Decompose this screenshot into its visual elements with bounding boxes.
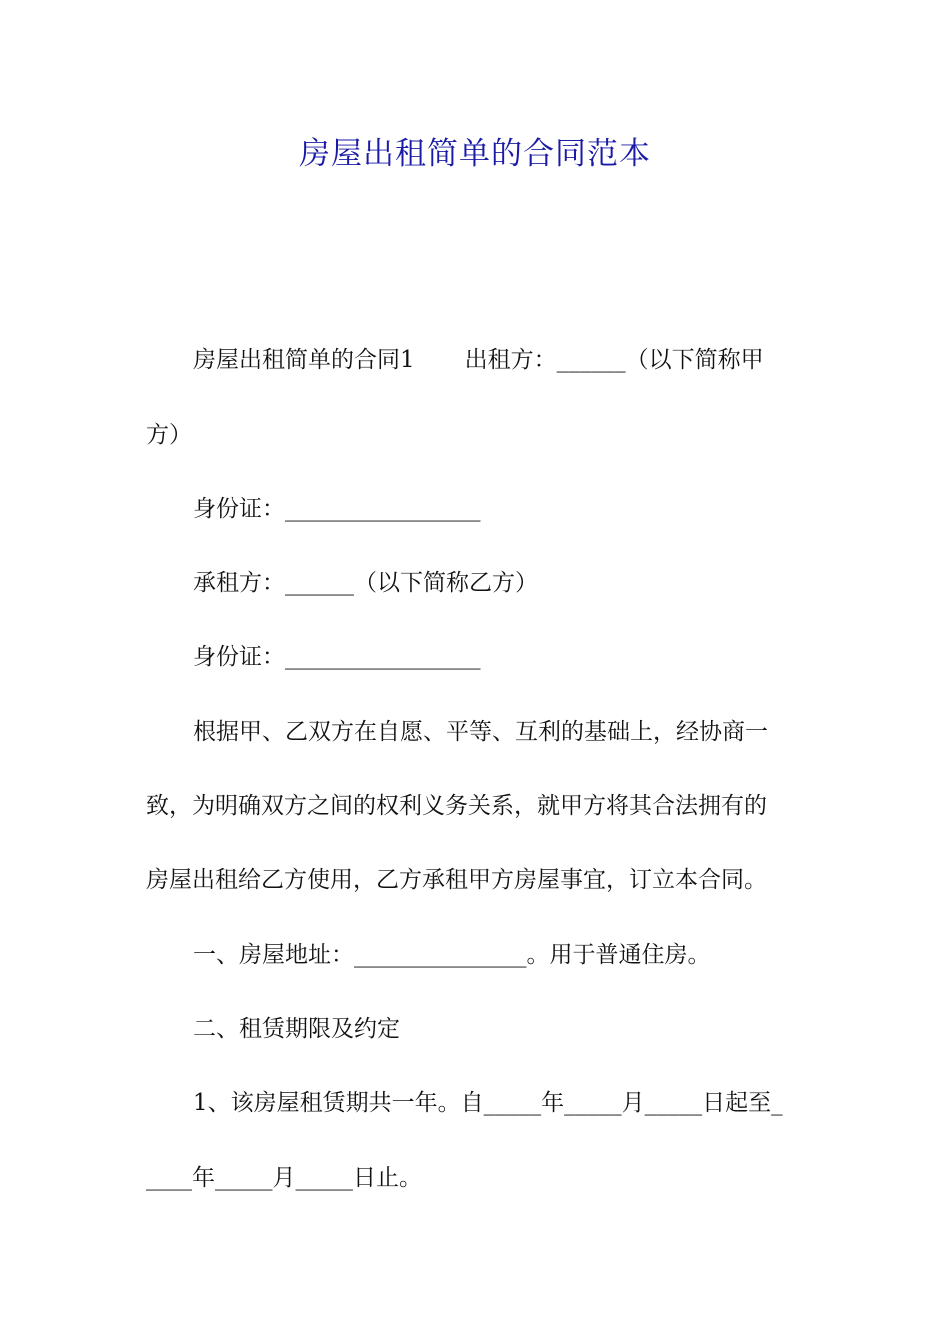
lessor-id-line: 身份证：_________________ bbox=[193, 496, 481, 522]
lessee-id-line: 身份证：_________________ bbox=[193, 644, 481, 670]
paragraph-line-2: 方） bbox=[146, 422, 192, 448]
address-clause: 一、房屋地址：_______________。用于普通住房。 bbox=[193, 942, 711, 968]
paragraph-line-4: 致，为明确双方之间的权利义务关系，就甲方将其合法拥有的 bbox=[146, 793, 767, 819]
section-heading-2: 二、租赁期限及约定 bbox=[193, 1016, 400, 1042]
lessor-field: 出租方：______（以下简称甲 bbox=[464, 347, 764, 373]
lessee-line: 承租方：______（以下简称乙方） bbox=[193, 570, 538, 596]
document-title: 房屋出租简单的合同范本 bbox=[299, 136, 651, 172]
term-clause-line-1: 1、该房屋租赁期共一年。自_____年_____月_____日起至_ bbox=[193, 1090, 783, 1116]
paragraph-line-3: 根据甲、乙双方在自愿、平等、互利的基础上，经协商一 bbox=[193, 719, 768, 745]
contract-heading: 房屋出租简单的合同1 bbox=[193, 347, 415, 373]
paragraph-line-5: 房屋出租给乙方使用，乙方承租甲方房屋事宜，订立本合同。 bbox=[146, 867, 767, 893]
term-clause-line-2: ____年_____月_____日止。 bbox=[146, 1165, 422, 1191]
paragraph-line-1 bbox=[193, 340, 813, 380]
